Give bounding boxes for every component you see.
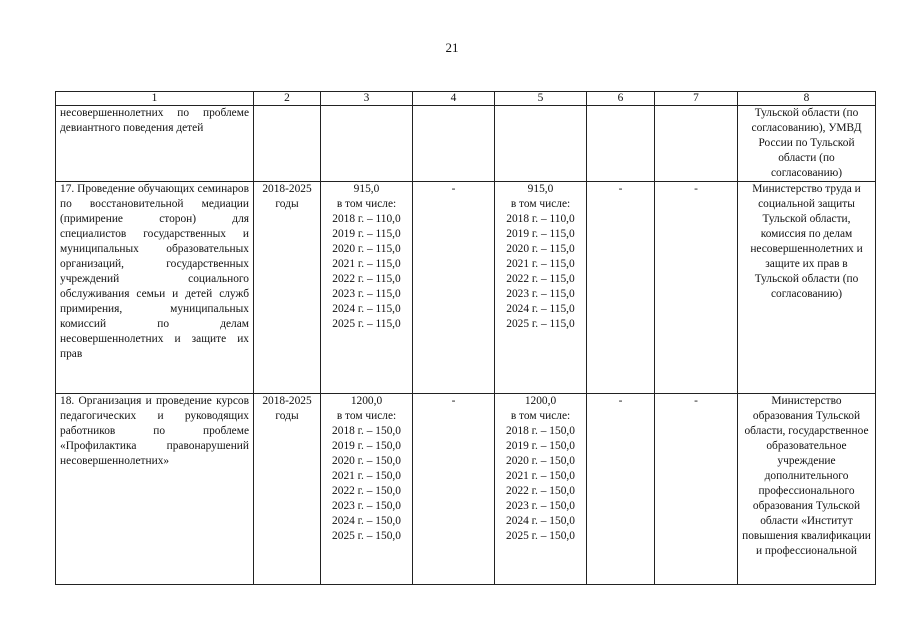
col6-cell: - [587, 394, 655, 585]
table-row [56, 106, 876, 182]
year-amount: 2020 г. – 115,0 [506, 243, 575, 255]
executor-cell: Тульской области (по согласованию), УМВД России по Тульской области (по согласованию) [738, 106, 876, 182]
column-header: 7 [655, 92, 738, 106]
year-amount: 2022 г. – 115,0 [506, 273, 575, 285]
year-amount: 2020 г. – 150,0 [332, 455, 401, 467]
year-amount: 2023 г. – 150,0 [506, 500, 575, 512]
total-cell [321, 106, 413, 182]
year-amount: 2023 г. – 115,0 [506, 288, 575, 300]
year-amount: 2025 г. – 150,0 [506, 530, 575, 542]
year-amount: 2025 г. – 150,0 [332, 530, 401, 542]
year-amount: 2019 г. – 150,0 [332, 440, 401, 452]
year-amount: 2025 г. – 115,0 [506, 318, 575, 330]
column-header: 4 [413, 92, 495, 106]
table-row [56, 394, 876, 585]
funding-total-cell [321, 182, 413, 394]
funding-total: 1200,0 [524, 395, 557, 407]
col6-cell [587, 106, 655, 182]
funding-col5-cell [495, 182, 587, 394]
column-header: 3 [321, 92, 413, 106]
executor-cell: Министерство труда и социальной защиты Тульской области, комиссия по делам несовершеннолетних и защите их прав в Тульской области (по согласованию) [738, 182, 876, 394]
column-header: 6 [587, 92, 655, 106]
including-label: в том числе: [336, 410, 397, 422]
program-table [55, 91, 876, 585]
year-amount: 2019 г. – 150,0 [506, 440, 575, 452]
year-amount: 2022 г. – 150,0 [506, 485, 575, 497]
year-amount: 2021 г. – 150,0 [506, 470, 575, 482]
year-amount: 2024 г. – 115,0 [506, 303, 575, 315]
year-amount: 2018 г. – 110,0 [506, 213, 575, 225]
year-amount: 2024 г. – 150,0 [332, 515, 401, 527]
column-header: 1 [56, 92, 254, 106]
year-amount: 2021 г. – 115,0 [332, 258, 401, 270]
funding-total: 915,0 [527, 183, 554, 195]
table-header-row [56, 92, 876, 106]
year-amount: 2018 г. – 150,0 [332, 425, 401, 437]
column-header: 8 [738, 92, 876, 106]
col7-cell: - [655, 394, 738, 585]
column-header: 2 [254, 92, 321, 106]
including-label: в том числе: [336, 198, 397, 210]
col4-cell: - [413, 394, 495, 585]
executor-cell: Министерство образования Тульской области, государственное образовательное учреждение дополнительного профессионального образования Тульской области «Институт повышения квалификации и профессиональной [738, 394, 876, 585]
table-row [56, 182, 876, 394]
col5-cell [495, 106, 587, 182]
funding-total-cell [321, 394, 413, 585]
col6-cell: - [587, 182, 655, 394]
year-amount: 2020 г. – 150,0 [506, 455, 575, 467]
col7-cell [655, 106, 738, 182]
col4-cell [413, 106, 495, 182]
year-amount: 2024 г. – 150,0 [506, 515, 575, 527]
year-amount: 2021 г. – 150,0 [332, 470, 401, 482]
activity-cell: 18. Организация и проведение курсов педагогических и руководящих работников по проблеме «Профилактика правонарушений несовершеннолетних» [56, 394, 254, 585]
col4-cell: - [413, 182, 495, 394]
year-amount: 2023 г. – 150,0 [332, 500, 401, 512]
page-number: 21 [445, 40, 459, 55]
year-amount: 2020 г. – 115,0 [332, 243, 401, 255]
including-label: в том числе: [510, 198, 571, 210]
year-amount: 2022 г. – 115,0 [332, 273, 401, 285]
year-amount: 2024 г. – 115,0 [332, 303, 401, 315]
year-amount: 2018 г. – 110,0 [332, 213, 401, 225]
year-amount: 2019 г. – 115,0 [332, 228, 401, 240]
activity-cell: несовершеннолетних по проблеме девиантного поведения детей [56, 106, 254, 182]
funding-col5-cell [495, 394, 587, 585]
year-amount: 2019 г. – 115,0 [506, 228, 575, 240]
funding-total: 1200,0 [350, 395, 383, 407]
period-cell: 2018-2025 годы [254, 394, 321, 585]
period-cell [254, 106, 321, 182]
year-amount: 2025 г. – 115,0 [332, 318, 401, 330]
column-header: 5 [495, 92, 587, 106]
period-cell: 2018-2025 годы [254, 182, 321, 394]
year-amount: 2023 г. – 115,0 [332, 288, 401, 300]
funding-total: 915,0 [353, 183, 380, 195]
year-amount: 2018 г. – 150,0 [506, 425, 575, 437]
activity-cell: 17. Проведение обучающих семинаров по восстановительной медиации (примирение сторон) для специалистов государственных и муниципальных образовательных организаций, государственных учреждений социального обслуживания семьи и детей служб примирения, муниципальных комиссий по делам несовершеннолетних и защите их прав [56, 182, 254, 394]
including-label: в том числе: [510, 410, 571, 422]
col7-cell: - [655, 182, 738, 394]
year-amount: 2022 г. – 150,0 [332, 485, 401, 497]
year-amount: 2021 г. – 115,0 [506, 258, 575, 270]
